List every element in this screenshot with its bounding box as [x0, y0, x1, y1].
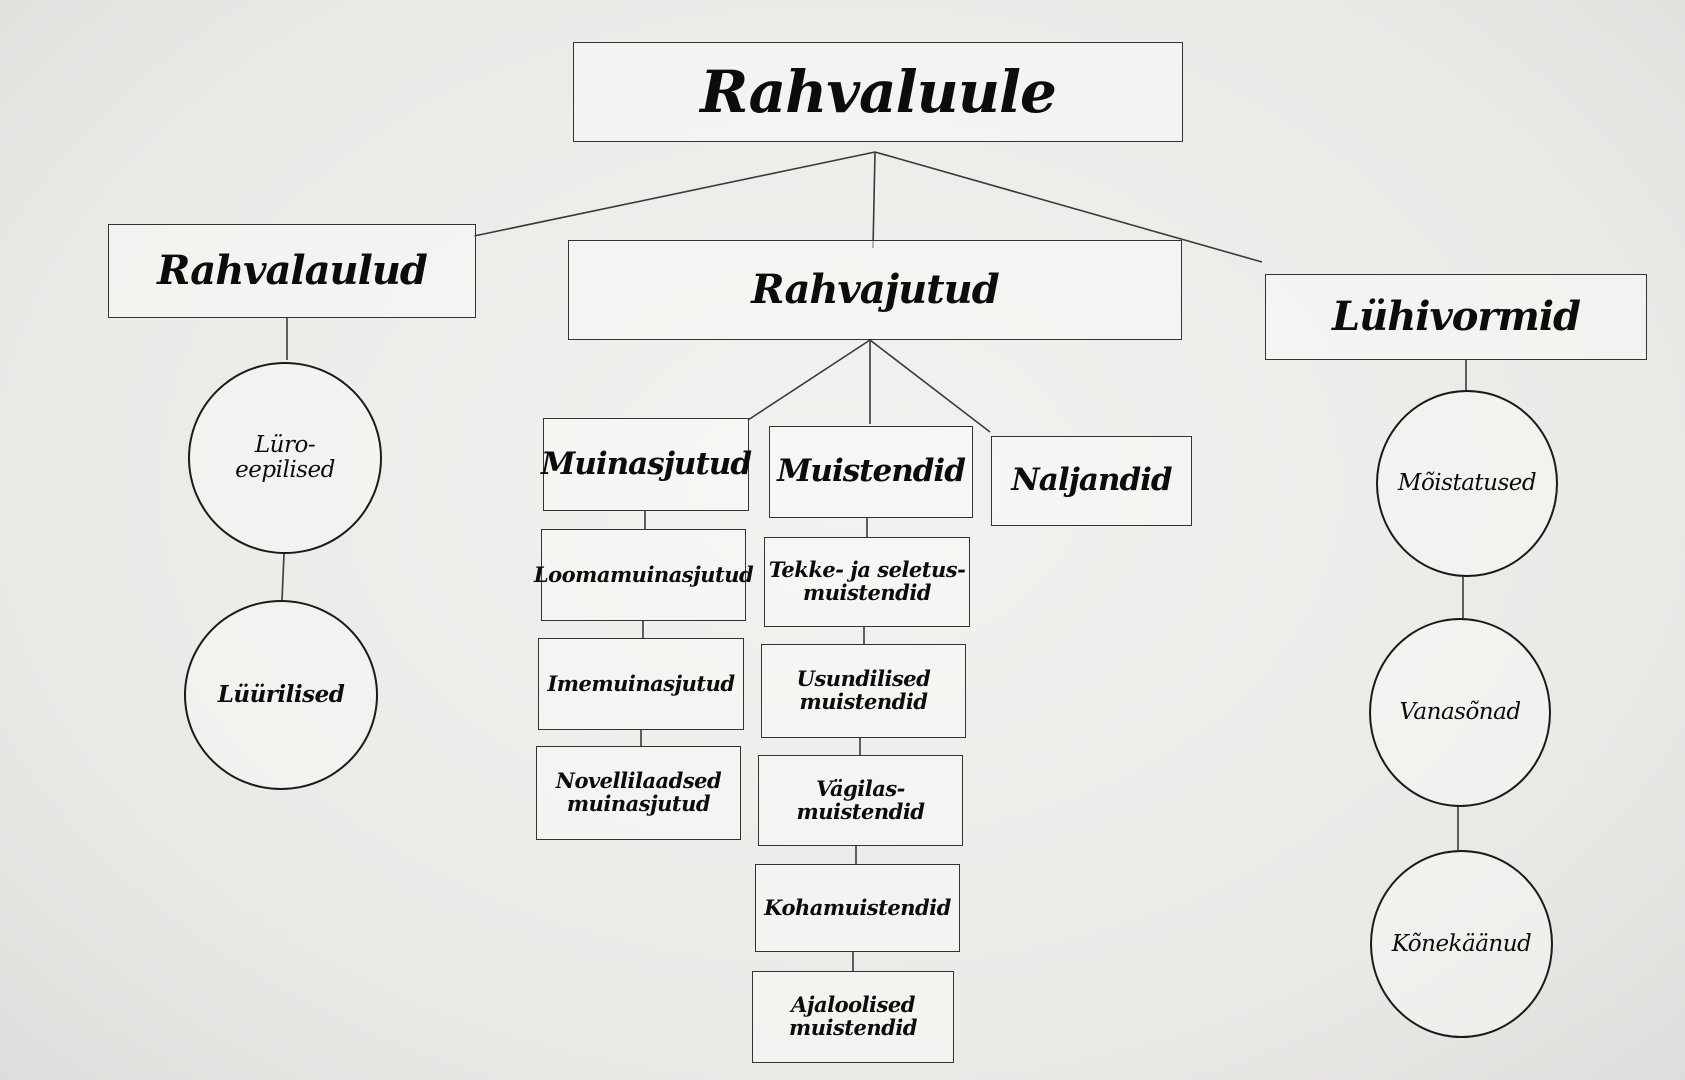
circle-lyro-eepilised: Lüro- eepilised [188, 362, 382, 554]
node-muistendid: Muistendid [769, 426, 973, 518]
leaf-kohamuistendid: Kohamuistendid [755, 864, 960, 952]
leaf-usundilised: Usundilised muistendid [761, 644, 966, 738]
leaf-novellilaadsed: Novellilaadsed muinasjutud [536, 746, 741, 840]
leaf-loomamuinasjutud: Loomamuinasjutud [541, 529, 746, 621]
node-rahvajutud: Rahvajutud [568, 240, 1182, 340]
circle-vanasonad: Vanasõnad [1369, 618, 1551, 807]
connector-c1-c2 [282, 554, 284, 600]
connector-jutud-muinasjutud [748, 340, 870, 420]
connector-root-jutud [873, 152, 875, 248]
circle-moistatused: Mõistatused [1376, 390, 1558, 577]
node-muinasjutud: Muinasjutud [543, 418, 749, 511]
leaf-ajaloolised: Ajaloolised muistendid [752, 971, 954, 1063]
leaf-imemuinasjutud: Imemuinasjutud [538, 638, 744, 730]
node-rahvalaulud: Rahvalaulud [108, 224, 476, 318]
circle-lyyrilised: Lüürilised [184, 600, 378, 790]
node-lyhivormid: Lühivormid [1265, 274, 1647, 360]
leaf-tekke-seletus: Tekke- ja seletus- muistendid [764, 537, 970, 627]
connector-root-laulud [474, 152, 875, 236]
node-naljandid: Naljandid [991, 436, 1192, 526]
circle-konekaanud: Kõnekäänud [1370, 850, 1553, 1038]
leaf-vagilas: Vägilas- muistendid [758, 755, 963, 846]
root-node: Rahvaluule [573, 42, 1183, 142]
connector-jutud-naljandid [870, 340, 990, 432]
